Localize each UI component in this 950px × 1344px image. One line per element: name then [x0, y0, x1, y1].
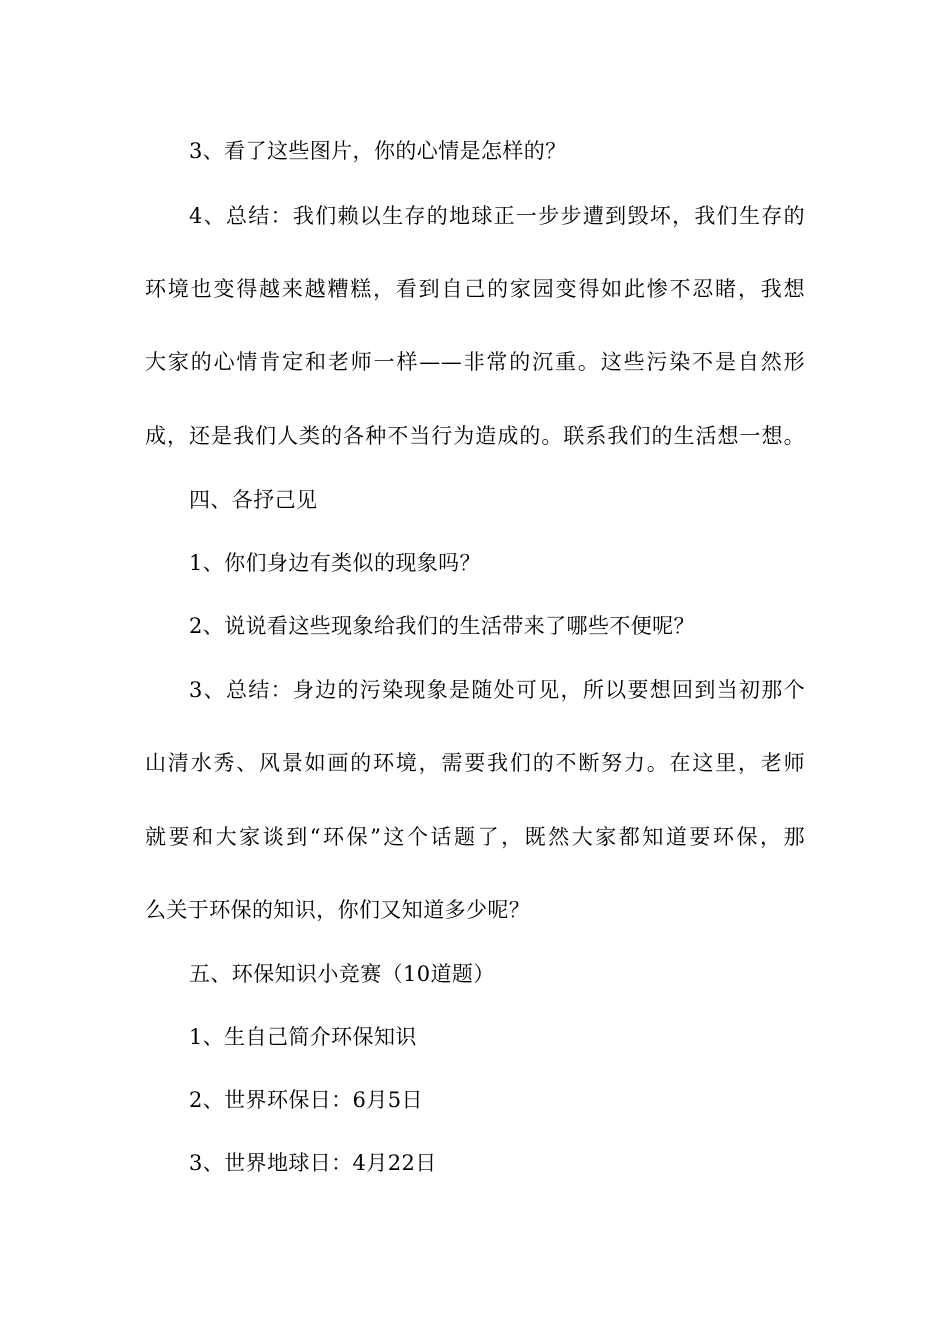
paragraph-line: 山清水秀、风景如画的环境，需要我们的不断努力。在这里，老师	[145, 751, 805, 775]
paragraph-line: 3、看了这些图片，你的心情是怎样的？	[189, 139, 567, 163]
list-item: 1、生自己简介环保知识	[189, 1025, 417, 1049]
paragraph-line: 环境也变得越来越糟糕，看到自己的家园变得如此惨不忍睹，我想	[145, 277, 805, 301]
paragraph-line: 4、总结：我们赖以生存的地球正一步步遭到毁坏，我们生存的	[189, 204, 805, 228]
section-heading: 五、环保知识小竞赛（10道题）	[189, 962, 495, 986]
list-item: 3、世界地球日：4月22日	[189, 1151, 437, 1175]
list-item: 2、世界环保日：6月5日	[189, 1088, 423, 1112]
paragraph-line: 成，还是我们人类的各种不当行为造成的。联系我们的生活想一想。	[145, 424, 805, 448]
paragraph-line: 大家的心情肯定和老师一样——非常的沉重。这些污染不是自然形	[145, 350, 805, 374]
section-heading: 四、各抒己见	[189, 488, 318, 512]
paragraph-line: 就要和大家谈到“环保”这个话题了，既然大家都知道要环保，那	[145, 825, 805, 849]
paragraph-line: 2、说说看这些现象给我们的生活带来了哪些不便呢？	[189, 614, 695, 638]
paragraph-line: 3、总结：身边的污染现象是随处可见，所以要想回到当初那个	[189, 678, 805, 702]
paragraph-line: 1、你们身边有类似的现象吗？	[189, 551, 481, 575]
paragraph-line: 么关于环保的知识，你们又知道多少呢？	[145, 898, 531, 922]
